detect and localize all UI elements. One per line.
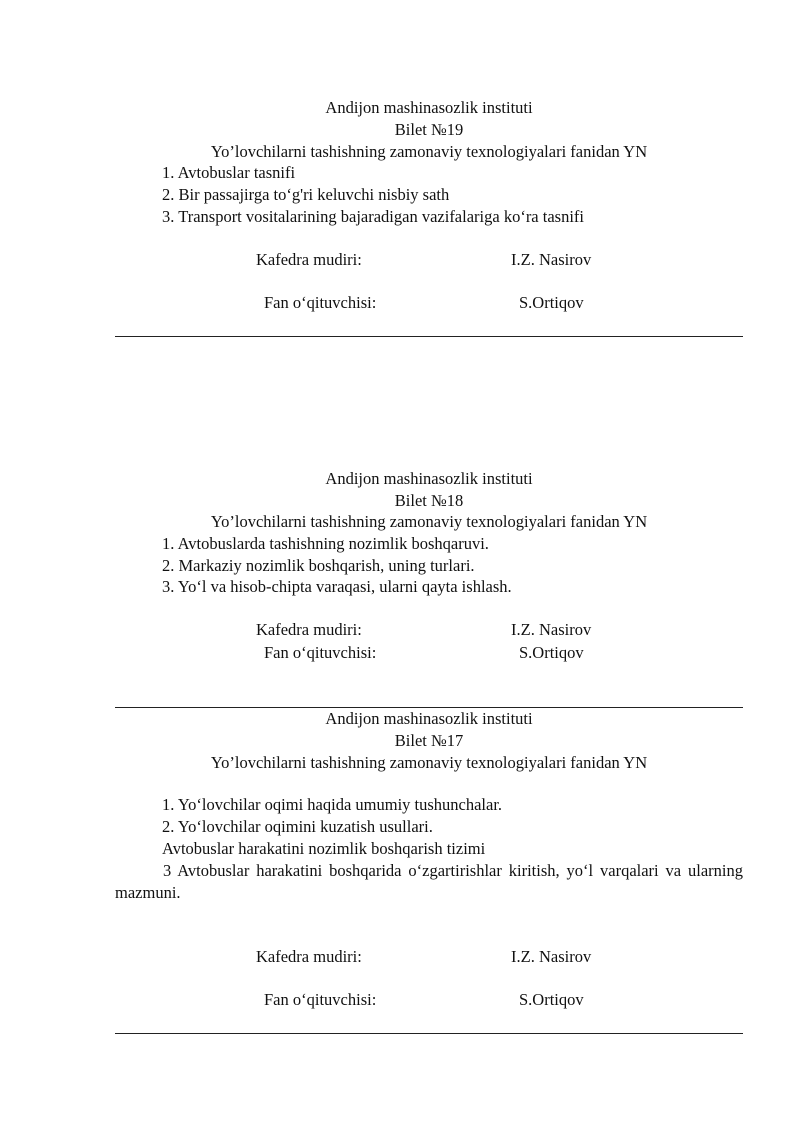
question-1: 1. Avtobuslar tasnifi — [162, 163, 296, 182]
question-2: 2. Markaziy nozimlik boshqarish, uning turlari. — [162, 556, 475, 575]
question-2: 2. Yo‘lovchilar oqimini kuzatish usullari. — [162, 817, 433, 836]
question-2: 2. Bir passajirga to‘g'ri keluvchi nisbiy sath — [162, 185, 450, 204]
teacher-label: Fan o‘qituvchisi: — [264, 293, 377, 312]
subject-title: Yo’lovchilarni tashishning zamonaviy texnologiyalari fanidan YN — [210, 753, 648, 772]
head-name: I.Z. Nasirov — [511, 250, 592, 269]
head-label: Kafedra mudiri: — [256, 250, 362, 269]
question-3: 3. Yo‘l va hisob-chipta varaqasi, ularni qayta ishlash. — [162, 577, 512, 596]
head-label: Kafedra mudiri: — [256, 620, 362, 639]
question-1: 1. Yo‘lovchilar oqimi haqida umumiy tushunchalar. — [162, 795, 503, 814]
subject-title: Yo’lovchilarni tashishning zamonaviy texnologiyalari fanidan YN — [210, 142, 648, 161]
teacher-name: S.Ortiqov — [519, 293, 584, 312]
separator-line — [115, 336, 743, 337]
head-label: Kafedra mudiri: — [256, 947, 362, 966]
head-name: I.Z. Nasirov — [511, 620, 592, 639]
ticket-number: Bilet №18 — [394, 491, 464, 510]
head-name: I.Z. Nasirov — [511, 947, 592, 966]
question-1: 1. Avtobuslarda tashishning nozimlik boshqaruvi. — [162, 534, 489, 553]
question-3: 3. Transport vositalarining bajaradigan vazifalariga ko‘ra tasnifi — [162, 207, 584, 226]
question-3: 3 Avtobuslar harakatini boshqarida o‘zgartirishlar kiritish, yo‘l varqalari va ularning mazmuni. — [115, 861, 743, 902]
institute-name: Andijon mashinasozlik instituti — [325, 98, 533, 117]
subject-title: Yo’lovchilarni tashishning zamonaviy texnologiyalari fanidan YN — [210, 512, 648, 531]
ticket-number: Bilet №19 — [394, 120, 464, 139]
separator-line — [115, 1033, 743, 1034]
institute-name: Andijon mashinasozlik instituti — [325, 709, 533, 728]
question-note: Avtobuslar harakatini nozimlik boshqarish tizimi — [162, 839, 486, 858]
separator-line — [115, 707, 743, 708]
institute-name: Andijon mashinasozlik instituti — [325, 469, 533, 488]
ticket-number: Bilet №17 — [394, 731, 464, 750]
teacher-name: S.Ortiqov — [519, 990, 584, 1009]
teacher-name: S.Ortiqov — [519, 643, 584, 662]
teacher-label: Fan o‘qituvchisi: — [264, 990, 377, 1009]
teacher-label: Fan o‘qituvchisi: — [264, 643, 377, 662]
